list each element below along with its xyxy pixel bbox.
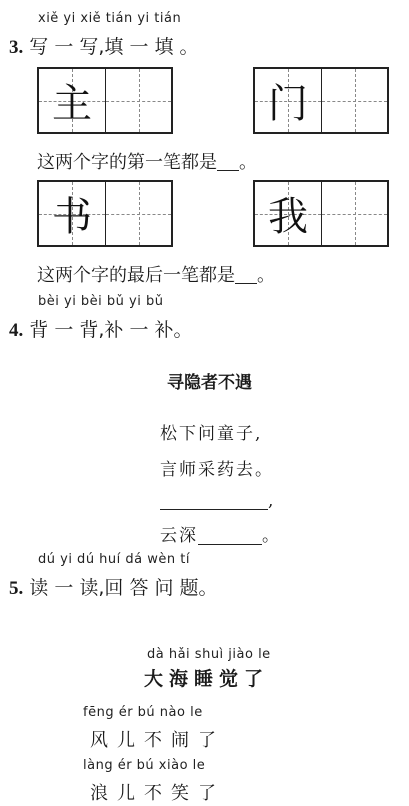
grid-cell-char [39, 69, 105, 132]
q5-number: 5. [9, 578, 24, 599]
poem-blank-line-4[interactable] [198, 524, 262, 545]
reading-title: 大海睡觉了 [144, 668, 270, 690]
poem-blank-line-3[interactable] [160, 489, 268, 510]
grid-cell-char [255, 69, 321, 132]
grid-cell-empty[interactable] [105, 182, 171, 245]
q5-heading [9, 573, 218, 600]
reading-line-1-pinyin: fēng ér bú nào le [83, 705, 203, 720]
answer-blank-2[interactable] [235, 265, 257, 284]
q4-number: 4. [9, 320, 24, 341]
q3-title: 写 一 写,填 一 填 。 [29, 36, 199, 58]
reading-line-1: 风儿不闹了 [90, 730, 225, 751]
q5-pinyin: dú yi dú huí dá wèn tí [38, 552, 190, 567]
grid-cell-empty[interactable] [321, 69, 387, 132]
q3-number: 3. [9, 37, 24, 58]
reading-line-2: 浪儿不笑了 [90, 783, 225, 804]
q3-sentence-2-text: 这两个字的最后一笔都是 [37, 265, 235, 286]
reading-title-pinyin: dà hǎi shuì jiào le [147, 647, 271, 662]
poem-title: 寻隐者不遇 [167, 373, 252, 393]
q3-pinyin: xiě yi xiě tián yi tián [38, 11, 182, 26]
char-men: 门 [268, 81, 308, 127]
writing-grid-3 [37, 180, 173, 247]
q4-title: 背 一 背,补 一 补。 [29, 319, 193, 341]
poem-line-4 [160, 521, 281, 546]
answer-blank-1[interactable] [217, 152, 239, 171]
poem-line-3 [160, 489, 275, 511]
q4-pinyin: bèi yi bèi bǔ yi bǔ [38, 294, 164, 309]
char-shu: 书 [52, 194, 92, 240]
grid-cell-empty[interactable] [105, 69, 171, 132]
char-wo: 我 [268, 194, 308, 240]
q3-sentence-1-text: 这两个字的第一笔都是 [37, 152, 217, 173]
q4-heading [9, 315, 193, 342]
q3-sentence-2 [37, 261, 275, 287]
grid-cell-empty[interactable] [321, 182, 387, 245]
poem-line-4-end: 。 [262, 526, 281, 546]
writing-grid-2 [253, 67, 389, 134]
writing-grid-1 [37, 67, 173, 134]
poem-line-4-start: 云深 [160, 526, 198, 546]
q3-sentence-2-end: 。 [257, 265, 275, 286]
reading-line-2-pinyin: làng ér bú xiào le [83, 758, 206, 773]
q3-sentence-1-end: 。 [239, 152, 257, 173]
q3-sentence-1 [37, 148, 257, 174]
q3-heading [9, 32, 199, 59]
q5-title: 读 一 读,回 答 问 题。 [29, 577, 218, 599]
writing-grid-4 [253, 180, 389, 247]
poem-line-2: 言师采药去。 [160, 460, 274, 480]
char-zhu: 主 [52, 81, 92, 127]
poem-line-1: 松下问童子, [160, 424, 263, 444]
grid-cell-char [39, 182, 105, 245]
grid-cell-char [255, 182, 321, 245]
poem-line-3-end: , [268, 491, 276, 511]
